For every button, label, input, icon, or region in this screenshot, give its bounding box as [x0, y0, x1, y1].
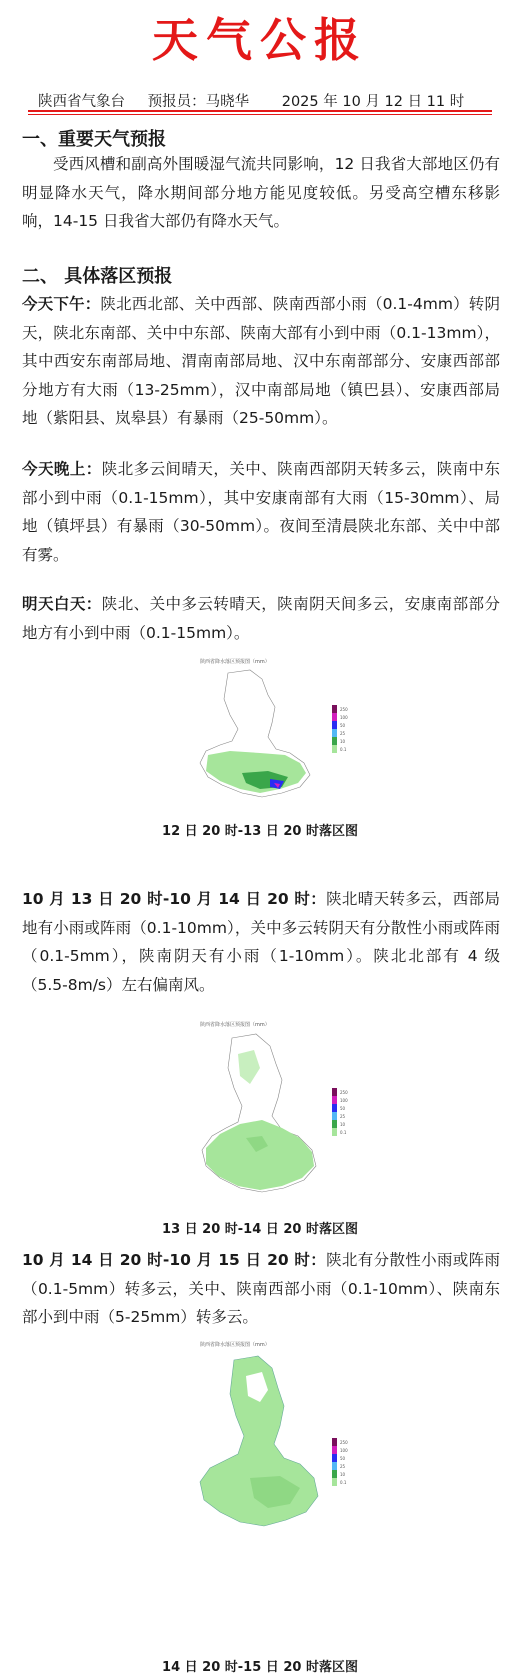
period2-label: 10 月 13 日 20 时-10 月 14 日 20 时： [22, 890, 327, 908]
map1-legend [332, 705, 348, 753]
tomorrow-forecast [22, 590, 500, 647]
tomorrow-label: 明天白天： [22, 595, 102, 613]
period2-forecast [22, 885, 500, 999]
precip-map-1 [150, 655, 380, 815]
map3-legend-10: 10 [340, 1472, 346, 1477]
map2-legend-50: 50 [340, 1106, 346, 1111]
map1-header: 陕西省降水落区预报图（mm） [200, 659, 270, 665]
bulletin-meta [38, 90, 464, 111]
header-divider [28, 110, 492, 112]
map1-legend-25: 25 [340, 731, 346, 736]
page-title: 天气公报 [152, 13, 368, 67]
afternoon-label: 今天下午： [22, 295, 101, 313]
section2-heading: 二、 具体落区预报 [22, 266, 173, 287]
tomorrow-text: 陕北、关中多云转晴天，陕南阴天间多云，安康南部部分地方有小到中雨（0.1-15mm）。 [22, 595, 500, 642]
map2-legend-100: 100 [340, 1098, 348, 1103]
map2-header: 陕西省降水落区预报图（mm） [200, 1022, 270, 1028]
map3-header: 陕西省降水落区预报图（mm） [200, 1342, 270, 1348]
afternoon-forecast [22, 290, 500, 433]
precip-map-3 [150, 1338, 380, 1548]
map3-legend-100: 100 [340, 1448, 348, 1453]
map3-caption: 14 日 20 时-15 日 20 时落区图 [162, 1660, 358, 1675]
map1-legend-50: 50 [340, 723, 346, 728]
period3-label: 10 月 14 日 20 时-10 月 15 日 20 时： [22, 1251, 327, 1269]
tonight-text: 陕北多云间晴天，关中、陕南西部阴天转多云，陕南中东部小到中雨（0.1-15mm），其中安康南部有大雨（15-30mm）、局地（镇坪县）有暴雨（30-50mm）。夜间至清晨陕北东部、关中中部有雾。 [22, 460, 500, 564]
afternoon-text: 陕北西北部、关中西部、陕南西部小雨（0.1-4mm）转阴天，陕北东南部、关中中东部、陕南大部有小到中雨（0.1-13mm），其中西安东南部局地、渭南南部局地、汉中东南部部分、安康西部部分地方有大雨（13-25mm），汉中南部局地（镇巴县）、安康西部局地（紫阳县、岚皋县）有暴雨（25-50mm）。 [22, 295, 500, 427]
map3-legend-250: 250 [340, 1440, 348, 1445]
issue-datetime: 2025 年 10 月 12 日 11 时 [281, 94, 465, 110]
map3-legend-01: 0.1 [340, 1480, 347, 1485]
section1-heading: 一、重要天气预报 [22, 129, 166, 150]
period3-text: 陕北有分散性小雨或阵雨（0.1-5mm）转多云，关中、陕南西部小雨（0.1-10mm）、陕南东部小到中雨（5-25mm）转多云。 [22, 1251, 500, 1326]
map1-caption: 12 日 20 时-13 日 20 时落区图 [162, 824, 358, 839]
map2-legend-25: 25 [340, 1114, 346, 1119]
forecaster: 预报员：马晓华 [147, 94, 250, 110]
map2-legend-250: 250 [340, 1090, 348, 1095]
tonight-forecast [22, 455, 500, 569]
period3-forecast [22, 1246, 500, 1332]
map2-legend-10: 10 [340, 1122, 346, 1127]
precip-map-2 [150, 1018, 380, 1213]
map2-legend [332, 1088, 348, 1136]
map1-legend-10: 10 [340, 739, 346, 744]
map3-legend-50: 50 [340, 1456, 346, 1461]
map2-caption: 13 日 20 时-14 日 20 时落区图 [162, 1222, 358, 1237]
map1-legend-100: 100 [340, 715, 348, 720]
header-divider-thin [28, 114, 492, 115]
map3-legend [332, 1438, 348, 1486]
period2-text: 陕北晴天转多云，西部局地有小雨或阵雨（0.1-10mm），关中多云转阴天有分散性小雨或阵雨（0.1-5mm），陕南阴天有小雨（1-10mm）。陕北北部有 4 级（5.5-8m/s）左右偏南风。 [22, 890, 500, 994]
map2-legend-01: 0.1 [340, 1130, 347, 1135]
publisher: 陕西省气象台 [38, 94, 125, 110]
map3-legend-25: 25 [340, 1464, 346, 1469]
section1-text: 受西风槽和副高外围暖湿气流共同影响，12 日我省大部地区仍有明显降水天气，降水期间部分地方能见度较低。另受高空槽东移影响，14-15 日我省大部仍有降水天气。 [22, 155, 500, 230]
tonight-label: 今天晚上： [22, 460, 102, 478]
map1-legend-01: 0.1 [340, 747, 347, 752]
map1-legend-250: 250 [340, 707, 348, 712]
